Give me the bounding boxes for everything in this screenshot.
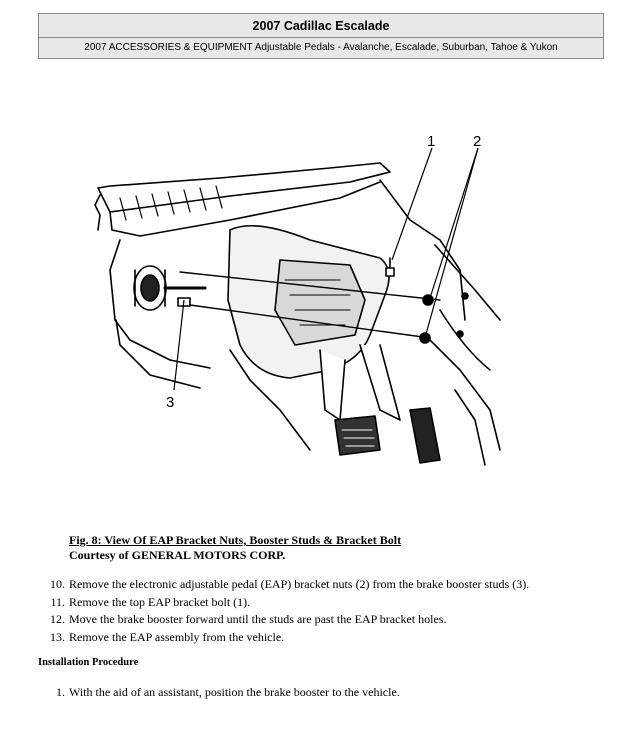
document-header bbox=[38, 13, 604, 59]
step-text: Remove the top EAP bracket bolt (1). bbox=[69, 594, 251, 609]
step-number: 12. bbox=[50, 612, 65, 626]
list-item bbox=[38, 611, 618, 629]
list-item bbox=[38, 576, 618, 594]
callout-2: 2 bbox=[473, 133, 482, 150]
figure-caption bbox=[69, 533, 401, 563]
installation-heading: Installation Procedure bbox=[38, 657, 139, 668]
installation-steps-list bbox=[38, 684, 618, 702]
step-number: 10. bbox=[50, 577, 65, 591]
step-text: Remove the EAP assembly from the vehicle. bbox=[69, 629, 285, 644]
removal-steps-list bbox=[38, 576, 618, 646]
vehicle-title: 2007 Cadillac Escalade bbox=[39, 14, 603, 38]
list-item bbox=[38, 594, 618, 612]
section-subtitle: 2007 ACCESSORIES & EQUIPMENT Adjustable Pedals - Avalanche, Escalade, Suburban, Tahoe & Yukon bbox=[84, 42, 558, 53]
callout-1: 1 bbox=[427, 133, 436, 150]
caption-title: Fig. 8: View Of EAP Bracket Nuts, Booster Studs & Bracket Bolt bbox=[69, 533, 402, 547]
step-text: Remove the electronic adjustable pedal (EAP) bracket nuts (2) from the brake booster studs (3). bbox=[69, 577, 530, 591]
list-item bbox=[38, 629, 618, 647]
caption-credit: Courtesy of GENERAL MOTORS CORP. bbox=[69, 548, 286, 562]
step-text: With the aid of an assistant, position the brake booster to the vehicle. bbox=[69, 685, 400, 699]
eap-bracket-illustration bbox=[80, 120, 530, 530]
callout-3: 3 bbox=[166, 394, 175, 411]
step-number: 13. bbox=[50, 629, 65, 644]
step-number: 11. bbox=[50, 594, 65, 609]
step-text: Move the brake booster forward until the studs are past the EAP bracket holes. bbox=[69, 612, 447, 626]
list-item bbox=[38, 684, 618, 702]
step-number: 1. bbox=[56, 685, 65, 699]
